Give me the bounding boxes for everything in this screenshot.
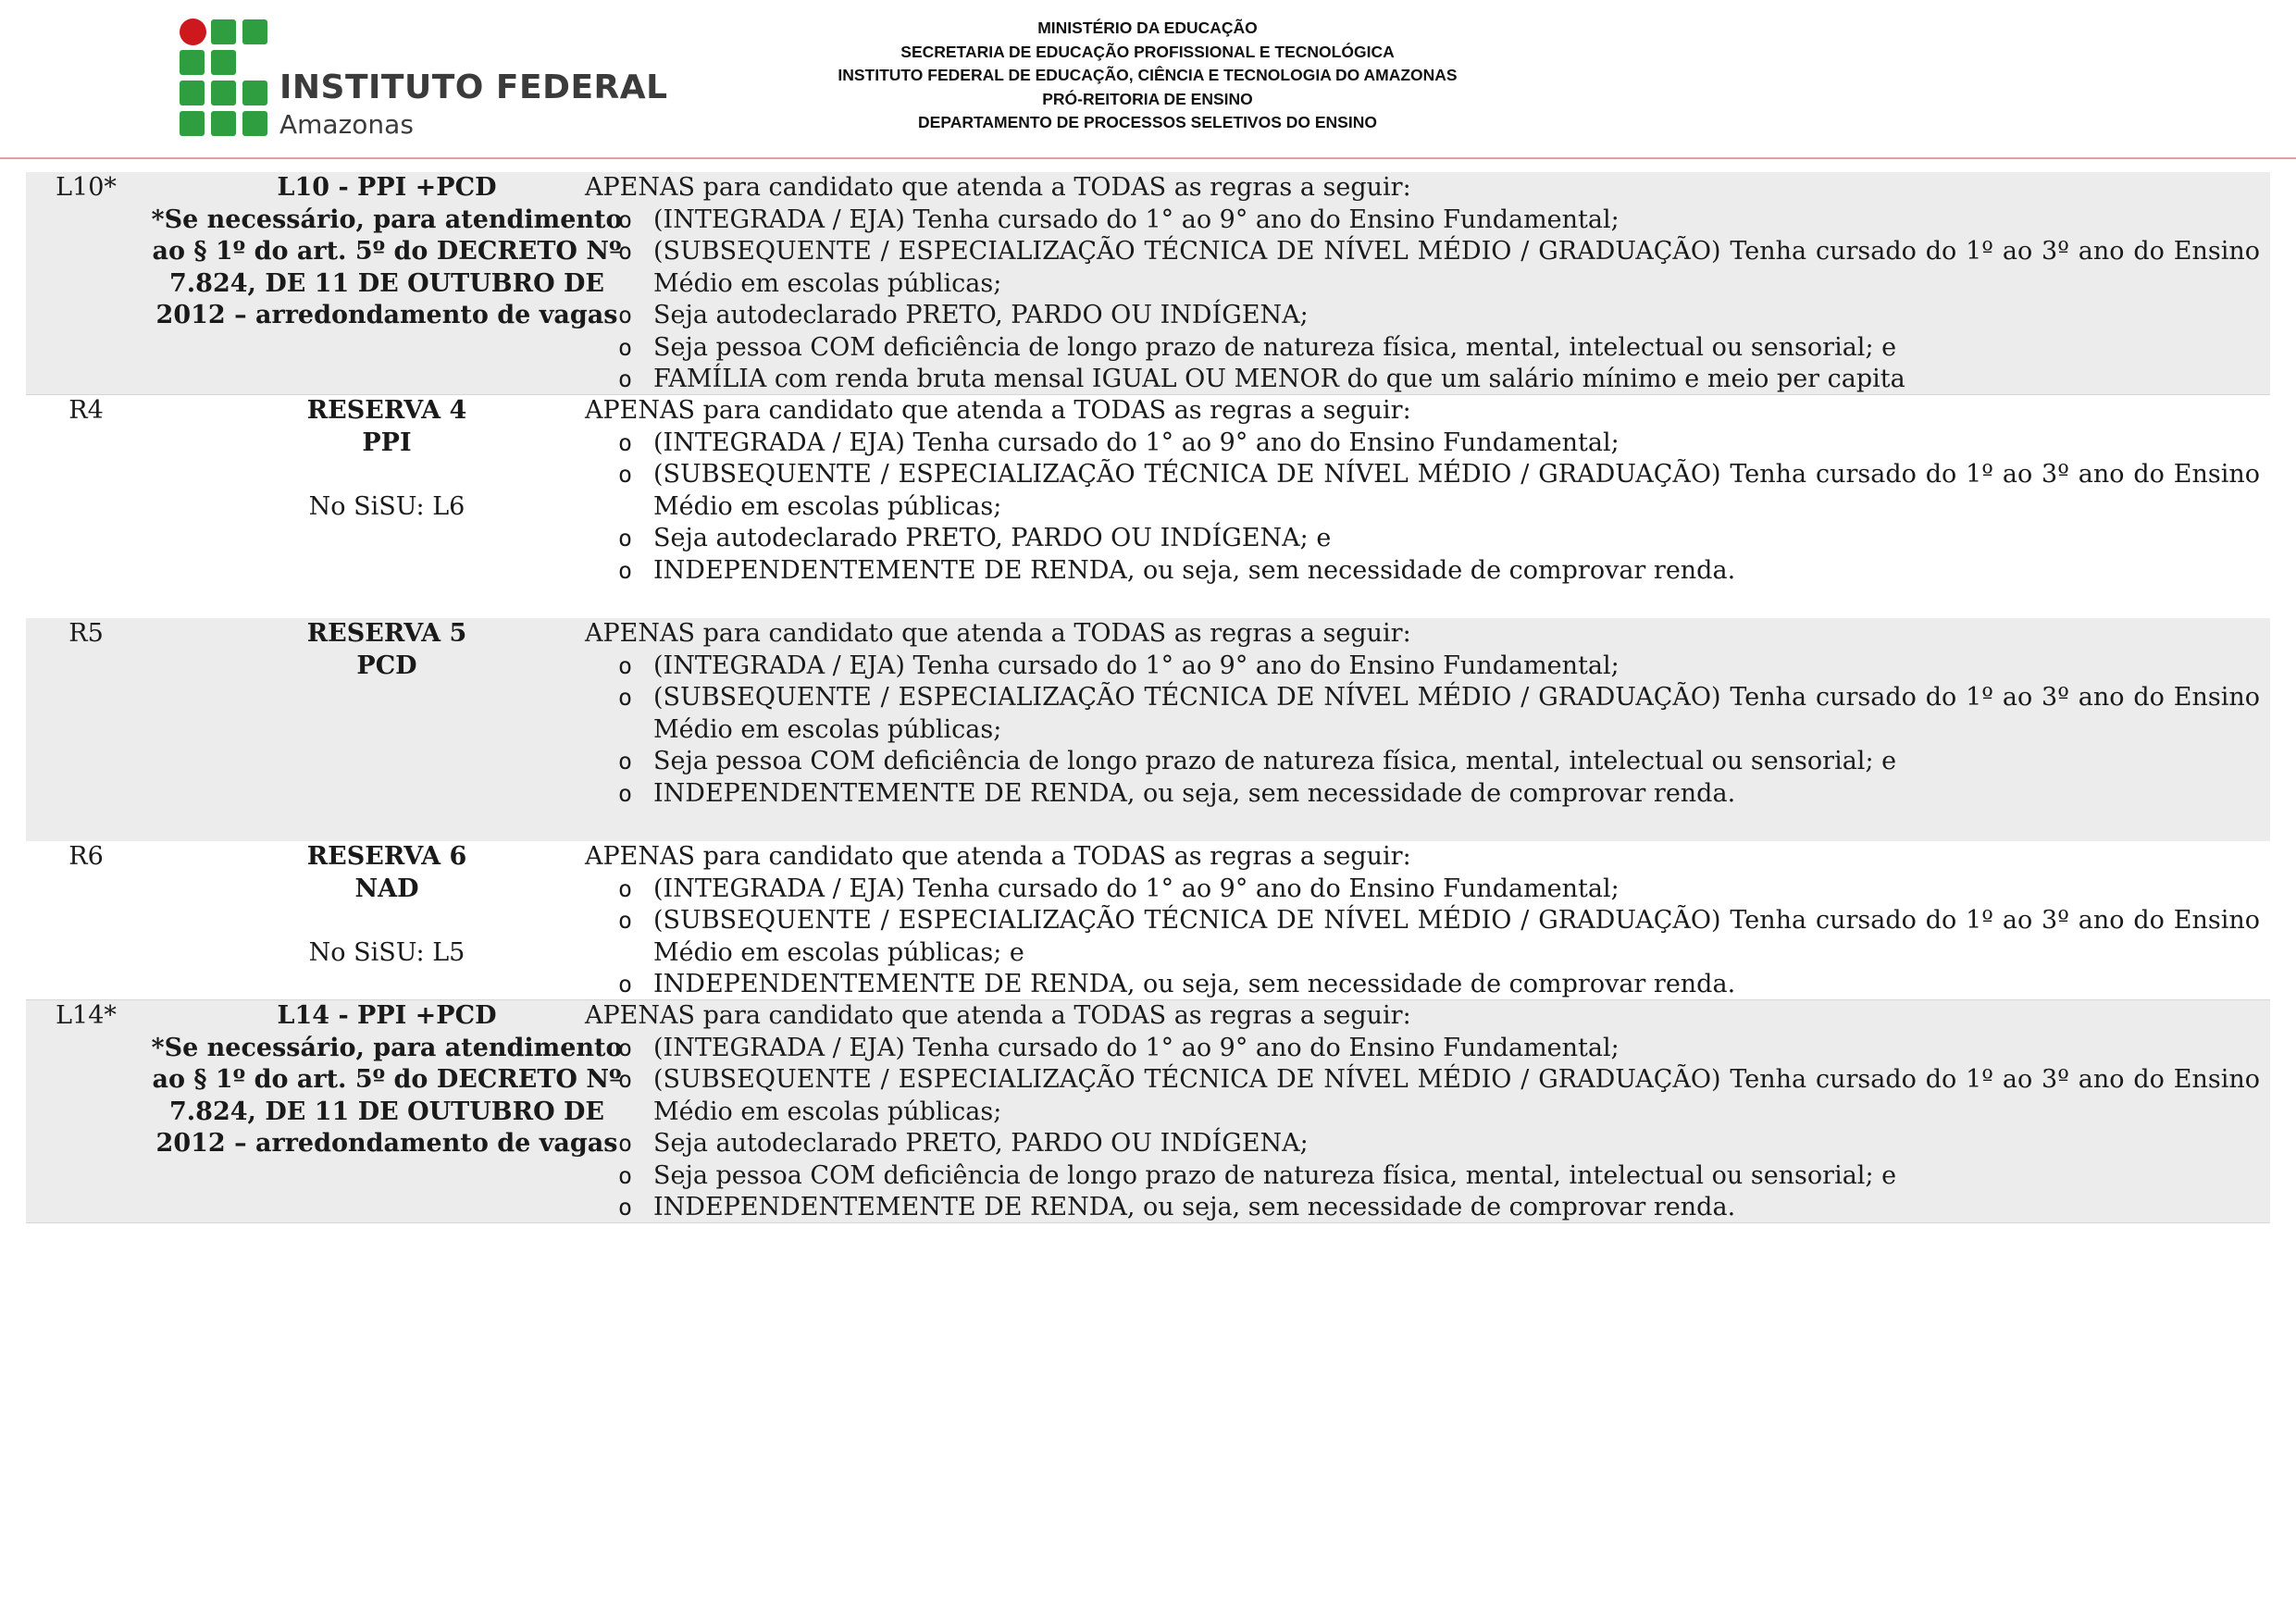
row-title-line: NAD <box>354 874 419 903</box>
rule-item: o Seja autodeclarado PRETO, PARDO OU INDÍGENA; <box>583 1128 2260 1160</box>
logo-grid-icon <box>180 19 267 134</box>
header-line: MINISTÉRIO DA EDUCAÇÃO <box>1037 19 1258 37</box>
rule-item: o Seja pessoa COM deficiência de longo prazo de natureza física, mental, intelectual ou sensorial; e <box>583 746 2260 778</box>
row-rules <box>583 1000 2260 1224</box>
row-title-note: *Se necessário, para atendimento ao § 1º do art. 5º do DECRETO Nº 7.824, DE 11 DE OUTUBRO DE 2012 – arredondamento de vagas <box>151 205 623 329</box>
table-row <box>26 618 2270 841</box>
row-code: R5 <box>68 619 104 648</box>
rules-intro: APENAS para candidato que atenda a TODAS as regras a seguir: <box>585 1001 1411 1030</box>
header-line: DEPARTAMENTO DE PROCESSOS SELETIVOS DO ENSINO <box>918 113 1377 131</box>
header-divider <box>0 157 2296 159</box>
header-line: PRÓ-REITORIA DE ENSINO <box>1042 89 1253 108</box>
row-rules <box>583 841 2260 1001</box>
header-line: SECRETARIA DE EDUCAÇÃO PROFISSIONAL E TECNOLÓGICA <box>900 42 1395 61</box>
rules-intro: APENAS para candidato que atenda a TODAS as regras a seguir: <box>585 396 1411 425</box>
row-title-line: PCD <box>356 651 417 680</box>
row-rules <box>583 172 2260 396</box>
table-row <box>26 1000 2270 1223</box>
table-row <box>26 841 2270 1000</box>
header-institution-lines <box>777 17 1518 135</box>
row-title-line: L10 - PPI +PCD <box>277 173 497 202</box>
row-sisu-note: No SiSU: L5 <box>308 937 465 967</box>
row-code: R6 <box>68 842 104 871</box>
row-title-line: L14 - PPI +PCD <box>277 1001 497 1030</box>
rule-item: o (INTEGRADA / EJA) Tenha cursado do 1° ao 9° ano do Ensino Fundamental; <box>583 205 2260 237</box>
rule-item: o (SUBSEQUENTE / ESPECIALIZAÇÃO TÉCNICA DE NÍVEL MÉDIO / GRADUAÇÃO) Tenha cursado do 1º ao 3º ano do Ensino Médio em escolas públicas; <box>583 236 2260 300</box>
rule-item: o Seja pessoa COM deficiência de longo prazo de natureza física, mental, intelectual ou sensorial; e <box>583 1160 2260 1193</box>
row-title <box>148 841 626 969</box>
row-title-line: RESERVA 6 <box>306 842 467 871</box>
logo-subtitle: Amazonas <box>279 109 414 140</box>
row-code: R4 <box>68 396 104 425</box>
row-title-note: *Se necessário, para atendimento ao § 1º do art. 5º do DECRETO Nº 7.824, DE 11 DE OUTUBRO DE 2012 – arredondamento de vagas <box>151 1033 623 1158</box>
rule-item: o (SUBSEQUENTE / ESPECIALIZAÇÃO TÉCNICA DE NÍVEL MÉDIO / GRADUAÇÃO) Tenha cursado do 1º ao 3º ano do Ensino Médio em escolas públicas; <box>583 682 2260 746</box>
table-row <box>26 172 2270 395</box>
rule-item: o (SUBSEQUENTE / ESPECIALIZAÇÃO TÉCNICA DE NÍVEL MÉDIO / GRADUAÇÃO) Tenha cursado do 1º ao 3º ano do Ensino Médio em escolas públicas; <box>583 1064 2260 1128</box>
rule-item: o (SUBSEQUENTE / ESPECIALIZAÇÃO TÉCNICA DE NÍVEL MÉDIO / GRADUAÇÃO) Tenha cursado do 1º ao 3º ano do Ensino Médio em escolas públicas; <box>583 459 2260 523</box>
row-title <box>148 172 626 332</box>
institute-logo <box>180 19 668 140</box>
row-title <box>148 395 626 523</box>
rule-item: o INDEPENDENTEMENTE DE RENDA, ou seja, sem necessidade de comprovar renda. <box>583 969 2260 1001</box>
rule-item: o FAMÍLIA com renda bruta mensal IGUAL OU MENOR do que um salário mínimo e meio per capita <box>583 364 2260 396</box>
rule-item: o Seja pessoa COM deficiência de longo prazo de natureza física, mental, intelectual ou sensorial; e <box>583 332 2260 365</box>
rule-item: o (SUBSEQUENTE / ESPECIALIZAÇÃO TÉCNICA DE NÍVEL MÉDIO / GRADUAÇÃO) Tenha cursado do 1º ao 3º ano do Ensino Médio em escolas públicas; e <box>583 905 2260 969</box>
logo-title: INSTITUTO FEDERAL <box>279 68 668 106</box>
table-row <box>26 395 2270 618</box>
row-title-line: RESERVA 4 <box>306 396 467 425</box>
rule-item: o (INTEGRADA / EJA) Tenha cursado do 1° ao 9° ano do Ensino Fundamental; <box>583 874 2260 906</box>
rule-item: o (INTEGRADA / EJA) Tenha cursado do 1° ao 9° ano do Ensino Fundamental; <box>583 428 2260 460</box>
rule-item: o (INTEGRADA / EJA) Tenha cursado do 1° ao 9° ano do Ensino Fundamental; <box>583 1033 2260 1065</box>
logo-red-dot-icon <box>180 19 206 45</box>
rule-item: o Seja autodeclarado PRETO, PARDO OU INDÍGENA; e <box>583 523 2260 555</box>
rule-item: o INDEPENDENTEMENTE DE RENDA, ou seja, sem necessidade de comprovar renda. <box>583 1192 2260 1224</box>
row-rules <box>583 395 2260 587</box>
quota-table <box>26 172 2270 1223</box>
rule-item: o INDEPENDENTEMENTE DE RENDA, ou seja, sem necessidade de comprovar renda. <box>583 555 2260 588</box>
rule-item: o (INTEGRADA / EJA) Tenha cursado do 1° ao 9° ano do Ensino Fundamental; <box>583 651 2260 683</box>
rules-intro: APENAS para candidato que atenda a TODAS as regras a seguir: <box>585 842 1411 871</box>
header-line: INSTITUTO FEDERAL DE EDUCAÇÃO, CIÊNCIA E TECNOLOGIA DO AMAZONAS <box>838 66 1458 84</box>
row-sisu-note: No SiSU: L6 <box>308 491 465 521</box>
row-title-line: RESERVA 5 <box>306 619 467 648</box>
row-title <box>148 1000 626 1160</box>
row-code: L10* <box>56 173 117 202</box>
row-title <box>148 618 626 682</box>
row-title-line: PPI <box>362 428 412 457</box>
rules-intro: APENAS para candidato que atenda a TODAS as regras a seguir: <box>585 173 1411 202</box>
document-header <box>0 0 2296 159</box>
row-code: L14* <box>56 1001 117 1030</box>
rules-intro: APENAS para candidato que atenda a TODAS as regras a seguir: <box>585 619 1411 648</box>
rule-item: o Seja autodeclarado PRETO, PARDO OU INDÍGENA; <box>583 300 2260 332</box>
rule-item: o INDEPENDENTEMENTE DE RENDA, ou seja, sem necessidade de comprovar renda. <box>583 778 2260 811</box>
row-rules <box>583 618 2260 810</box>
